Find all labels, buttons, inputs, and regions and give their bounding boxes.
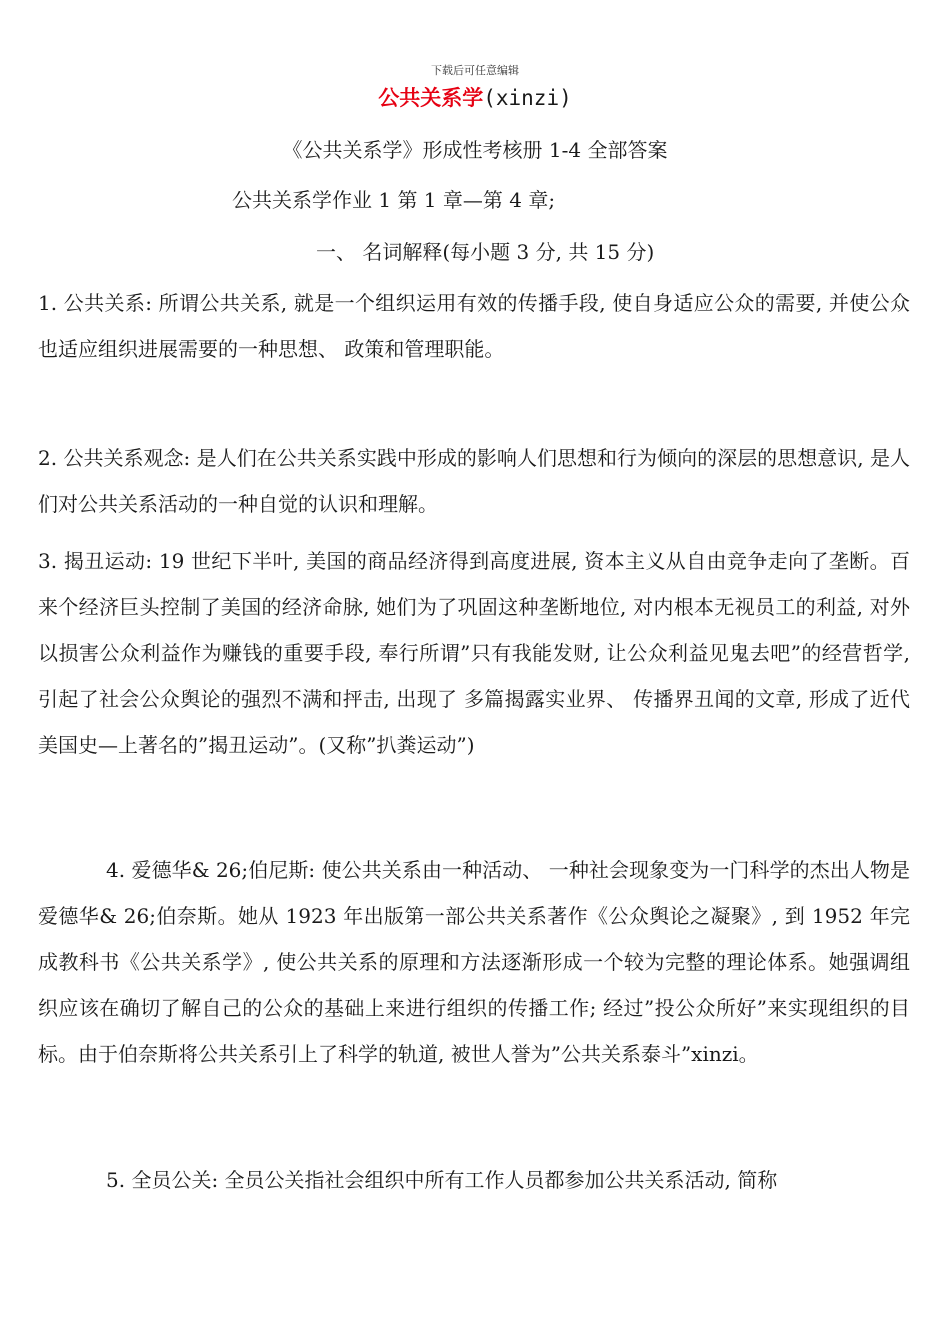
paragraph-2: 2. 公共关系观念: 是人们在公共关系实践中形成的影响人们思想和行为倾向的深层的思想意识, 是人们对公共关系活动的一种自觉的认识和理解。 bbox=[38, 446, 910, 516]
download-watermark: 下载后可任意编辑 bbox=[431, 64, 519, 77]
document-title bbox=[0, 84, 950, 112]
paragraph-5: 5. 全员公关: 全员公关指社会组织中所有工作人员都参加公共关系活动, 简称 bbox=[106, 1168, 778, 1192]
paragraph-3: 3. 揭丑运动: 19 世纪下半叶, 美国的商品经济得到高度进展, 资本主义从自由竞争走向了垄断。百来个经济巨头控制了美国的经济命脉, 她们为了巩固这种垄断地位, 对内根本无视员工的利益, 对外以损害公众利益作为赚钱的重要手段, 奉行所谓”只有我能发财, 让公众利益见鬼去吧”的经营哲学, 引起了社会公众舆论的强烈不满和抨击, 出现了 多篇揭露实业界、 传播界丑闻的文章, 形成了近代美国史—上著名的”揭丑运动”。(又称”扒粪运动”) bbox=[38, 549, 910, 757]
paragraph-1: 1. 公共关系: 所谓公共关系, 就是一个组织运用有效的传播手段, 使自身适应公众的需要, 并使公众也适应组织进展需要的一种思想、 政策和管理职能。 bbox=[38, 291, 910, 361]
document-title-suffix: (xinzi) bbox=[483, 86, 572, 110]
document-subtitle: 《公共关系学》形成性考核册 1-4 全部答案 bbox=[282, 138, 668, 162]
paragraph-4: 4. 爱德华& 26;伯尼斯: 使公共关系由一种活动、 一种社会现象变为一门科学的杰出人物是爱德华& 26;伯奈斯。她从 1923 年出版第一部公共关系著作《公众舆论之凝聚》, 到 1952 年完成教科书《公共关系学》, 使公共关系的原理和方法逐渐形成一个较为完整的理论体系。她强调组织应该在确切了解自己的公众的基础上来进行组织的传播工作; 经过”投公众所好”来实现组织的目标。由于伯奈斯将公共关系引上了科学的轨道, 被世人誉为”公共关系泰斗”xinzi。 bbox=[38, 858, 910, 1066]
section-heading: 一、 名词解释(每小题 3 分, 共 15 分) bbox=[316, 240, 655, 264]
assignment-heading: 公共关系学作业 1 第 1 章—第 4 章; bbox=[232, 188, 556, 212]
document-title-main: 公共关系学 bbox=[378, 86, 484, 110]
